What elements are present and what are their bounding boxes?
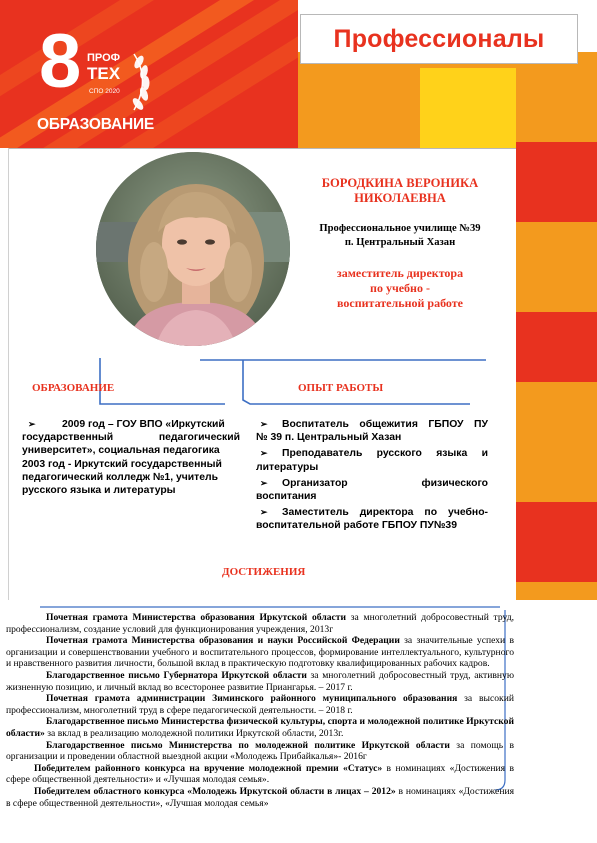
edu-line1: 2009 год – ГОУ ВПО «Иркутский bbox=[62, 419, 225, 430]
bullet-arrow-icon: ➢ bbox=[260, 419, 268, 429]
logo-line2: ТЕХ bbox=[87, 64, 121, 83]
achievement-bold: Почетная грамота Министерства образования и науки Российской Федерации bbox=[46, 635, 400, 647]
exp-item3-line1: Организатор физического bbox=[282, 477, 488, 489]
achievement-text: в номинациях «Достижения в сфере общественной деятельности» и «Лучшая молодая семья». bbox=[6, 762, 515, 786]
edu-line5: педагогический колледж №1, учитель bbox=[22, 471, 219, 483]
logo-bottom-text: ОБРАЗОВАНИЕ bbox=[37, 116, 155, 133]
exp-item4-line2: воспитательной работе ГБПОУ ПУ№39 bbox=[256, 520, 457, 532]
edu-line3: университет», социальная педагогика bbox=[22, 445, 220, 457]
achievement-bold: Благодарственное письмо Министерства физической культуры, спорта и молодежной политике Иркутской области» bbox=[6, 716, 514, 739]
exp-item2-line2: литературы bbox=[256, 461, 319, 473]
achievements-list bbox=[6, 612, 514, 809]
logo-numeral: 8 bbox=[39, 19, 82, 104]
achievement-item bbox=[6, 670, 514, 693]
achievement-item bbox=[6, 612, 514, 635]
achievement-bold: Победителем районного конкурса на вручение молодежной премии «Статус» bbox=[34, 762, 383, 774]
achievement-item bbox=[6, 693, 514, 716]
bullet-arrow-icon: ➢ bbox=[28, 419, 36, 429]
achievement-bold: Благодарственное письмо Губернатора Иркутской области bbox=[46, 669, 307, 681]
achievement-bold: Почетная грамота Министерства образования Иркутской области bbox=[46, 612, 347, 623]
achievement-text: в номинациях «Достижения в сфере общественной деятельности», «Лучшая молодая семья» bbox=[6, 785, 514, 809]
achievement-text: за многолетний добросовестный труд, профессионализм, создание условий для функционирования учреждения, 2013г bbox=[6, 612, 514, 635]
edu-line6: русского языка и литературы bbox=[22, 485, 176, 497]
achievement-text: за вклад в реализацию молодежной политики Иркутской области, 2013г. bbox=[44, 727, 344, 739]
exp-item3-line2: воспитания bbox=[256, 491, 317, 503]
name-line2: НИКОЛАЕВНА bbox=[354, 191, 446, 205]
bullet-arrow-icon: ➢ bbox=[260, 507, 268, 518]
edu-line2: государственный педагогический bbox=[22, 432, 240, 444]
achievement-bold: Благодарственное письмо Министерства по молодежной политике Иркутской области bbox=[46, 739, 450, 751]
achievement-bold: Почетная грамота администрации Зиминского районного муниципального образования bbox=[46, 693, 458, 705]
achievement-bold: Победителем областного конкурса «Молодежь Иркутской области в лицах – 2012» bbox=[34, 785, 396, 797]
edu-line4: 2003 год - Иркутский государственный bbox=[22, 458, 222, 470]
logo-line1: ПРОФ bbox=[87, 52, 121, 64]
achievement-item bbox=[6, 716, 514, 739]
position-line1: заместитель директора bbox=[336, 266, 464, 280]
achievement-text: за значительные успехи в организации и совершенствовании учебного и воспитательного процессов, формирование интеллектуального, культурного и нравственного развития личности, большой вклад в практическую подготовку квалифицированных рабочих кадров. bbox=[6, 635, 514, 670]
exp-item2-line1: Преподаватель русского языка и bbox=[282, 448, 488, 460]
achievement-text: за помощь в организации и проведении областной выездной акции «Молодежь Прибайкалья»- 2016г bbox=[6, 739, 515, 763]
bullet-arrow-icon: ➢ bbox=[260, 477, 268, 488]
org-line1: Профессиональное училище №39 bbox=[319, 223, 481, 234]
bullet-arrow-icon: ➢ bbox=[260, 448, 268, 459]
position-line2: по учебно - bbox=[370, 281, 430, 295]
education-heading: ОБРАЗОВАНИЕ bbox=[32, 382, 115, 394]
exp-item1-line2: № 39 п. Центральный Хазан bbox=[256, 432, 402, 444]
exp-item1-line1: Воспитатель общежития ГБПОУ ПУ bbox=[282, 419, 488, 430]
page-title: Профессионалы bbox=[333, 24, 545, 53]
achievement-text: за многолетний добросовестный труд, активную жизненную позицию, и личный вклад во всесторонее развитие Приангарья. – 2017 г. bbox=[6, 669, 514, 693]
name-line1: БОРОДКИНА ВЕРОНИКА bbox=[321, 176, 479, 190]
achievement-item bbox=[6, 786, 514, 809]
achievement-text: за высокий профессионализм, многолетний труд в сфере педагогической деятельности. – 2018 г. bbox=[6, 693, 514, 716]
achievement-item bbox=[6, 635, 514, 670]
achievements-heading: ДОСТИЖЕНИЯ bbox=[222, 566, 306, 578]
experience-heading: ОПЫТ РАБОТЫ bbox=[298, 382, 384, 394]
position-line3: воспитательной работе bbox=[337, 296, 463, 310]
logo-line3: СПО 2020 bbox=[89, 88, 120, 95]
exp-item4-line1: Заместитель директора по учебно- bbox=[282, 507, 488, 519]
org-line2: п. Центральный Хазан bbox=[344, 237, 456, 248]
achievement-item bbox=[6, 740, 514, 763]
achievement-item bbox=[6, 763, 514, 786]
